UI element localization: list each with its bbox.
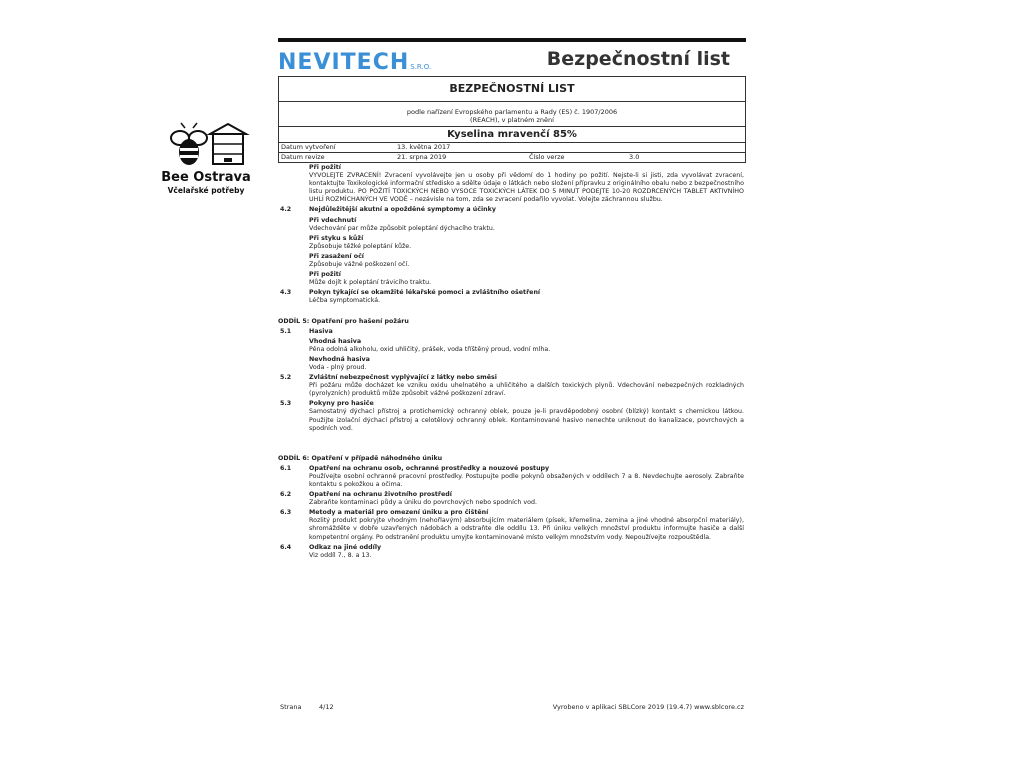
- section-5-2: [278, 374, 744, 398]
- section-heading: Opatření na ochranu životního prostředí: [309, 491, 452, 499]
- document-body: [278, 162, 744, 560]
- section-heading: Pokyny pro hasiče: [309, 400, 374, 408]
- document-title: BEZPEČNOSTNÍ LIST: [279, 77, 745, 102]
- section-heading: Nejdůležitější akutní a opožděné symptomy a účinky: [309, 206, 496, 214]
- section-number: 6.2: [280, 491, 292, 499]
- section-4-3: [278, 289, 744, 305]
- section-6-1: [278, 465, 744, 489]
- eye-heading: Při zasažení očí: [309, 252, 364, 260]
- page-label: Strana: [280, 703, 302, 711]
- document-header-table: [278, 76, 746, 163]
- section-number: 5.1: [280, 327, 292, 335]
- section-text: Viz oddíl 7., 8. a 13.: [309, 551, 372, 559]
- regulation-line-2: (REACH), v platném znění: [470, 116, 554, 124]
- revision-label: Datum revize: [281, 153, 325, 161]
- bee-logo-name: Bee Ostrava: [161, 170, 251, 185]
- logo-text: NEVITECH: [278, 50, 410, 75]
- ingestion2-heading: Při požití: [309, 271, 341, 279]
- document-page: [278, 38, 746, 718]
- section-text: Rozlitý produkt pokryjte vhodným (nehořlavým) absorbujícím materiálem (písek, křemelina, zemina a jiné vhodné absorpční materiály), shromážděte v dobře uzavřených nádobách a odstraňte dle oddílu 13. Při úniku velkých množství produktu informujte hasiče a další kompetentní orgány. Po odstranění produktu umyjte kontaminované místo velkým množstvím vody. Nepoužívejte rozpouštědla.: [309, 517, 744, 541]
- ingestion-block: [278, 164, 744, 204]
- ingestion2-text: Může dojít k poleptání trávicího traktu.: [309, 279, 432, 287]
- revision-value: 21. srpna 2019: [397, 153, 447, 161]
- section-4-2: [278, 206, 744, 287]
- section-number: 4.3: [280, 289, 292, 297]
- eye-text: Způsobuje vážné poškození očí.: [309, 261, 410, 269]
- section-number: 4.2: [280, 206, 292, 214]
- created-value: 13. května 2017: [397, 143, 451, 151]
- regulation-line-1: podle nařízení Evropského parlamentu a Rady (ES) č. 1907/2006: [406, 108, 618, 116]
- section-heading: Pokyn týkající se okamžité lékařské pomoci a zvláštního ošetření: [309, 289, 541, 297]
- inhalation-heading: Při vdechnutí: [309, 216, 357, 224]
- section-number: 5.2: [280, 374, 292, 382]
- section-text: Při požáru může docházet ke vzniku oxidu uhelnatého a uhličitého a dalších toxických plynů. Vdechování nebezpečných rozkladných (pyrolyzních) produktů může způsobit vážné poškození zdraví.: [309, 382, 744, 398]
- section-heading: Opatření na ochranu osob, ochranné prostředky a nouzové postupy: [309, 464, 550, 472]
- section-6-title: ODDÍL 6: Opatření v případě náhodného úniku: [278, 454, 443, 462]
- section-text: Používejte osobní ochranné pracovní prostředky. Postupujte podle pokynů obsažených v oddílech 7 a 8. Nevdechujte aerosoly. Zabraňte kontaktu s pokožkou a očima.: [309, 472, 744, 488]
- ingestion-text: VYVOLEJTE ZVRACENÍ! Zvracení vyvolávejte jen u osoby při vědomí do 1 hodiny po požití. Nejste-li si jisti, zda vyvolávat zvracení, kontaktujte Toxikologické informační středisko a sdělte údaje o látkách nebo složení přípravku z originálního obalu nebo z bezpečnostního listu produktu. PO POŽITÍ TOXICKÝCH NEBO VYSOCE TOXICKÝCH LÁTEK DO 5 MINUT PODEJTE 10-20 ROZDRCENÝCH TABLET AKTIVNÍHO UHLÍ ROZMÍCHANÝCH VE VODĚ – nezávisle na tom, zda se zvracení podařilo vyvolat. Volejte záchrannou službu.: [309, 172, 744, 204]
- revision-row: [279, 153, 745, 162]
- inhalation-text: Vdechování par může způsobit poleptání dýchacího traktu.: [309, 224, 495, 232]
- bee-logo-icon: [158, 122, 254, 170]
- nevitech-logo: [278, 50, 431, 75]
- bee-ostrava-logo: [158, 122, 254, 198]
- regulation-note: [279, 102, 745, 127]
- section-number: 6.1: [280, 464, 292, 472]
- section-heading: Hasiva: [309, 327, 333, 335]
- section-number: 5.3: [280, 400, 292, 408]
- generator-note: Vyrobeno v aplikaci SBLCore 2019 (19.4.7) www.sblcore.cz: [552, 703, 744, 711]
- page-header-title: Bezpečnostní list: [546, 48, 730, 70]
- version-value: 3.0: [629, 153, 640, 161]
- suitable-media-heading: Vhodná hasiva: [309, 337, 362, 345]
- section-text: Samostatný dýchací přístroj a protichemický ochranný oblek, pouze je-li pravděpodobný osobní (blízký) kontakt s chemickou látkou. Použijte izolační dýchací přístroj a celotělový ochranný oblek. Kontaminované hasivo nenechte uniknout do kanalizace, povrchových a spodních vod.: [309, 408, 744, 432]
- header-rule: [278, 38, 746, 42]
- section-number: 6.4: [280, 543, 292, 551]
- bee-logo-subtitle: Včelařské potřeby: [167, 186, 245, 195]
- section-text: Zabraňte kontaminaci půdy a úniku do povrchových nebo spodních vod.: [309, 499, 537, 507]
- section-5-3: [278, 400, 744, 432]
- section-6-3: [278, 509, 744, 541]
- section-heading: Metody a materiál pro omezení úniku a pro čištění: [309, 509, 489, 517]
- created-label: Datum vytvoření: [281, 143, 336, 151]
- unsuitable-media-text: Voda - plný proud.: [309, 363, 367, 371]
- created-row: [279, 143, 745, 153]
- ingestion-heading: Při požití: [309, 164, 341, 171]
- version-label: Číslo verze: [529, 153, 565, 161]
- section-6-4: [278, 544, 744, 560]
- section-6-2: [278, 491, 744, 507]
- section-5-1: [278, 328, 744, 372]
- unsuitable-media-heading: Nevhodná hasiva: [309, 355, 370, 363]
- page-number: 4/12: [319, 703, 334, 711]
- product-name: Kyselina mravenčí 85%: [279, 127, 745, 143]
- section-heading: Odkaz na jiné oddíly: [309, 543, 382, 551]
- suitable-media-text: Pěna odolná alkoholu, oxid uhličitý, prášek, voda tříštěný proud, vodní mlha.: [309, 345, 551, 353]
- section-text: Léčba symptomatická.: [309, 297, 381, 305]
- skin-text: Způsobuje těžké poleptání kůže.: [309, 242, 412, 250]
- section-heading: Zvláštní nebezpečnost vyplývající z látky nebo směsi: [309, 374, 497, 382]
- skin-heading: Při styku s kůží: [309, 234, 364, 242]
- section-number: 6.3: [280, 509, 292, 517]
- section-5-title: ODDÍL 5: Opatření pro hašení požáru: [278, 317, 409, 325]
- logo-sro: S.R.O.: [410, 63, 432, 71]
